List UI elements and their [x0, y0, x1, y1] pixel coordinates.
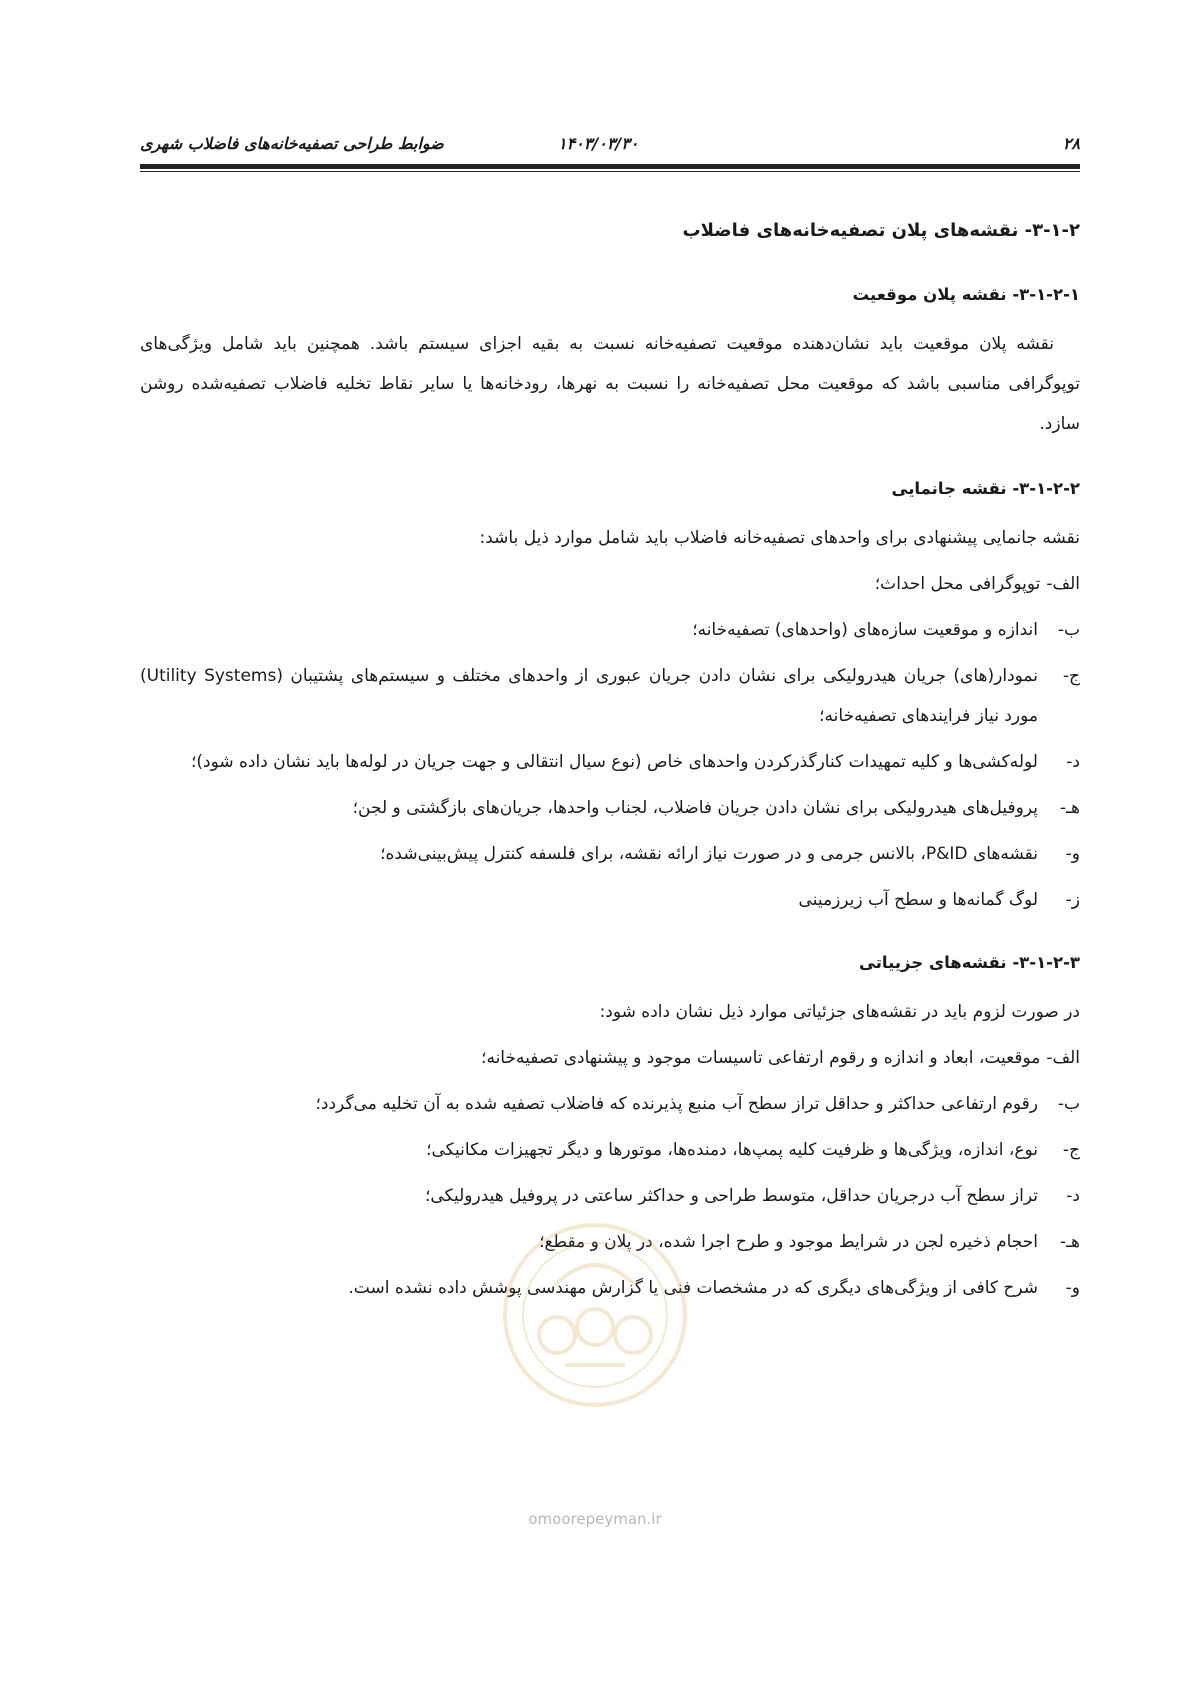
list-item-letter: ز-: [1065, 890, 1080, 910]
page-header: [140, 128, 1080, 158]
list-item: [140, 1176, 1080, 1216]
list-item: [140, 742, 1080, 782]
site-plan-paragraph: نقشه پلان موقعیت باید نشان‌دهنده موقعیت تصفیه‌خانه نسبت به بقیه اجزای سیستم باشد. همچنین باید شامل ویژگی‌های توپوگرافی مناسبی باشد که موقعیت محل تصفیه‌خانه را نسبت به نهرها، رودخانه‌ها یا سایر نقاط تخلیه فاضلاب تصفیه‌شده روشن سازد.: [140, 334, 1080, 434]
list-item-text: موقعیت، ابعاد و اندازه و رقوم ارتفاعی تاسیسات موجود و پیشنهادی تصفیه‌خانه؛: [481, 1048, 1041, 1068]
list-item: [140, 564, 1080, 604]
header-title: ضوابط طراحی تصفیه‌خانه‌های فاضلاب شهری: [140, 134, 444, 153]
layout-plan-list: [140, 564, 1080, 920]
list-item-text: پروفیل‌های هیدرولیکی برای نشان دادن جریان فاضلاب، لجناب واحدها، جریان‌های بازگشتی و لجن؛: [352, 798, 1038, 818]
detail-plans-intro: در صورت لزوم باید در نقشه‌های جزئیاتی موارد ذیل نشان داده شود:: [599, 1002, 1080, 1022]
subsection-heading-layout-plan: ۳-۱-۲-۲- نقشه جانمایی: [891, 479, 1080, 498]
detail-plans-list: [140, 1038, 1080, 1308]
page-content: [140, 214, 1080, 1334]
header-rule-thick: [140, 164, 1080, 169]
list-item-letter: الف-: [1046, 1048, 1080, 1068]
list-item-letter: و-: [1065, 844, 1080, 864]
subsection-heading-detail-plans: ۳-۱-۲-۳- نقشه‌های جزییاتی: [859, 953, 1080, 972]
list-item-text: توپوگرافی محل احداث؛: [874, 574, 1041, 594]
list-item-letter: و-: [1065, 1278, 1080, 1298]
list-item-letter: ج-: [1062, 666, 1080, 686]
list-item-text: اندازه و موقعیت سازه‌های (واحدهای) تصفیه‌خانه؛: [692, 620, 1038, 640]
list-item-text: رقوم ارتفاعی حداکثر و حداقل تراز سطح آب منبع پذیرنده که فاضلاب تصفیه شده به آن تخلیه می‌گردد؛: [315, 1094, 1038, 1114]
list-item: [140, 1038, 1080, 1078]
list-item: [140, 834, 1080, 874]
list-item-letter: ب-: [1057, 1094, 1080, 1114]
list-item-letter: ب-: [1057, 620, 1080, 640]
watermark-url: omoorepeyman.ir: [528, 1510, 662, 1528]
list-item-text: [140, 834, 1038, 874]
list-item: [140, 1084, 1080, 1124]
list-item-text: لوله‌کشی‌ها و کلیه تمهیدات کنارگذرکردن واحدهای خاص (نوع سیال انتقالی و جهت جریان در لوله‌ها باید نشان داده شود)؛: [190, 752, 1038, 772]
list-item-text: احجام ذخیره لجن در شرایط موجود و طرح اجرا شده، در پلان و مقطع؛: [539, 1232, 1038, 1252]
list-item-text: تراز سطح آب درجریان حداقل، متوسط طراحی و حداکثر ساعتی در پروفیل هیدرولیکی؛: [425, 1186, 1038, 1206]
list-item-letter: ج-: [1062, 1140, 1080, 1160]
list-item-text: نوع، اندازه، ویژگی‌ها و ظرفیت کلیه پمپ‌ها، دمنده‌ها، موتورها و دیگر تجهیزات مکانیکی؛: [426, 1140, 1038, 1160]
list-item-letter: هـ-: [1059, 1232, 1080, 1252]
page-number: ۲۸: [1062, 134, 1080, 153]
layout-plan-intro: نقشه جانمایی پیشنهادی برای واحدهای تصفیه‌خانه فاضلاب باید شامل موارد ذیل باشد:: [479, 528, 1080, 548]
header-rule-thin: [140, 171, 1080, 172]
list-item-letter: الف-: [1046, 574, 1080, 594]
list-item-text: [140, 656, 1038, 736]
list-item-text-part: ، بالانس جرمی و در صورت نیاز ارائه نقشه، برای فلسفه کنترل پیش‌بینی‌شده؛: [380, 844, 926, 864]
list-item: [140, 788, 1080, 828]
list-item: [140, 656, 1080, 736]
list-item: [140, 880, 1080, 920]
list-item: [140, 610, 1080, 650]
list-item-latin-term: P&ID: [925, 844, 968, 864]
subsection-heading-site-plan: ۳-۱-۲-۱- نقشه پلان موقعیت: [852, 285, 1080, 304]
list-item-latin-term: (Utility Systems): [140, 666, 283, 686]
list-item-letter: هـ-: [1059, 798, 1080, 818]
list-item: [140, 1130, 1080, 1170]
list-item-text: لوگ گمانه‌ها و سطح آب زیرزمینی: [798, 890, 1038, 910]
list-item-text-part: مورد نیاز فرایندهای تصفیه‌خانه؛: [819, 706, 1038, 726]
header-date: ۱۴۰۳/۰۳/۳۰: [558, 134, 639, 153]
list-item: [140, 1268, 1080, 1308]
list-item-letter: د-: [1066, 752, 1080, 772]
section-heading: ۳-۱-۲- نقشه‌های پلان تصفیه‌خانه‌های فاضلاب: [682, 220, 1080, 241]
list-item-letter: د-: [1066, 1186, 1080, 1206]
list-item-text-part: نمودار(های) جریان هیدرولیکی برای نشان دادن جریان عبوری از واحدهای مختلف و سیستم‌های پشتیبان: [290, 666, 1038, 686]
list-item-text: شرح کافی از ویژگی‌های دیگری که در مشخصات فنی یا گزارش مهندسی پوشش داده نشده است.: [348, 1278, 1038, 1298]
list-item: [140, 1222, 1080, 1262]
list-item-text-part: نقشه‌های: [972, 844, 1038, 864]
